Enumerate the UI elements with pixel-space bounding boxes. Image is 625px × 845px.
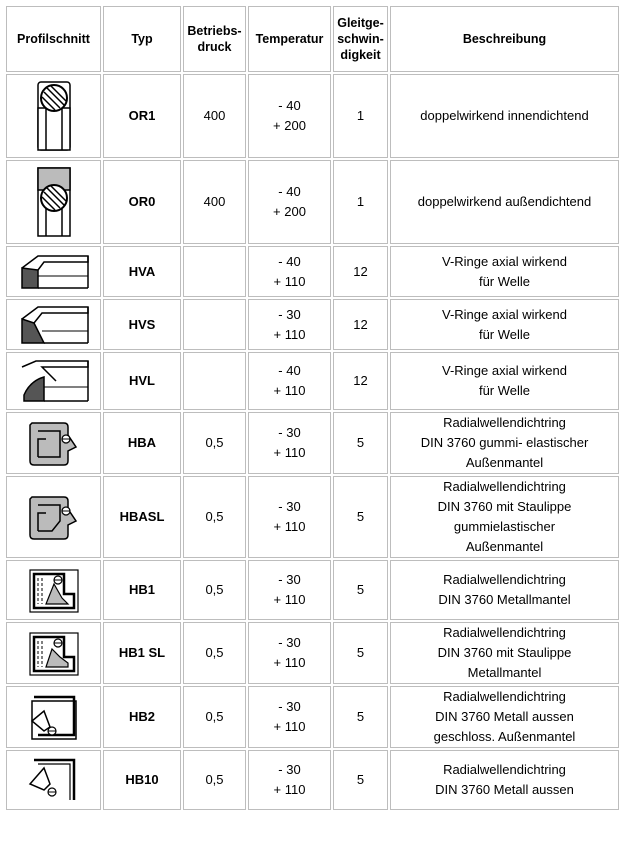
typ-value: HB1 bbox=[128, 582, 155, 597]
header-beschreibung: Beschreibung bbox=[390, 6, 619, 72]
profile-cell bbox=[6, 750, 101, 810]
beschreibung-line: V-Ringe axial wirkend bbox=[441, 253, 567, 269]
druck-cell bbox=[183, 622, 246, 684]
profile-cell bbox=[6, 74, 101, 158]
beschreibung-cell bbox=[390, 160, 619, 244]
beschreibung-cell bbox=[390, 686, 619, 748]
gleit-cell bbox=[333, 476, 388, 558]
beschreibung-line: Radialwellendichtring bbox=[443, 762, 566, 777]
beschreibung-cell bbox=[390, 74, 619, 158]
druck-value: 400 bbox=[203, 108, 226, 123]
typ-value: HVL bbox=[129, 373, 155, 388]
beschreibung-line: DIN 3760 gummi- elastischer bbox=[420, 435, 589, 450]
gleit-cell bbox=[333, 622, 388, 684]
druck-cell bbox=[183, 686, 246, 748]
beschreibung-line: Außenmantel bbox=[465, 455, 544, 470]
beschreibung-line: Radialwellendichtring bbox=[443, 479, 566, 494]
druck-cell bbox=[183, 560, 246, 620]
beschreibung-line: DIN 3760 mit Staulippe bbox=[437, 645, 572, 660]
druck-cell bbox=[183, 299, 246, 350]
temp-max-value: + 110 bbox=[273, 719, 306, 734]
druck-cell bbox=[183, 74, 246, 158]
gleit-cell bbox=[333, 299, 388, 350]
typ-cell bbox=[103, 352, 181, 410]
header-profil: Profilschnitt bbox=[6, 6, 101, 72]
radial-seal-hb1sl-profile-icon bbox=[7, 627, 100, 679]
gleit-value: 5 bbox=[356, 582, 365, 597]
gleit-value: 5 bbox=[356, 645, 365, 660]
gleit-value: 12 bbox=[353, 373, 368, 388]
header-row bbox=[6, 6, 619, 72]
table-row bbox=[6, 352, 619, 410]
temp-min-value: - 30 bbox=[278, 762, 301, 777]
typ-cell bbox=[103, 74, 181, 158]
beschreibung-cell bbox=[390, 622, 619, 684]
beschreibung-line: für Welle bbox=[478, 326, 531, 342]
table-row bbox=[6, 160, 619, 244]
gleit-value: 5 bbox=[356, 435, 365, 450]
typ-value: HVS bbox=[128, 316, 156, 332]
typ-cell bbox=[103, 476, 181, 558]
temperatur-cell bbox=[248, 74, 331, 158]
beschreibung-line: Radialwellendichtring bbox=[443, 689, 566, 704]
beschreibung-line: DIN 3760 mit Staulippe bbox=[437, 499, 572, 514]
beschreibung-line: Radialwellendichtring bbox=[443, 625, 566, 640]
druck-cell bbox=[183, 160, 246, 244]
typ-cell bbox=[103, 246, 181, 297]
o-ring-inner-profile-icon bbox=[7, 78, 100, 154]
gleit-cell bbox=[333, 74, 388, 158]
profile-cell bbox=[6, 160, 101, 244]
gleit-value: 5 bbox=[356, 509, 365, 524]
temperatur-cell bbox=[248, 560, 331, 620]
typ-value: HBASL bbox=[119, 509, 165, 524]
beschreibung-line: V-Ringe axial wirkend bbox=[441, 363, 567, 378]
temp-min-value: - 40 bbox=[278, 253, 301, 269]
v-ring-hva-profile-icon bbox=[7, 248, 100, 296]
beschreibung-line: Radialwellendichtring bbox=[443, 415, 566, 430]
beschreibung-line: Metallmantel bbox=[467, 665, 542, 680]
typ-cell bbox=[103, 750, 181, 810]
gleit-cell bbox=[333, 686, 388, 748]
druck-cell bbox=[183, 750, 246, 810]
typ-cell bbox=[103, 622, 181, 684]
gleit-value: 5 bbox=[356, 709, 365, 724]
table-row bbox=[6, 476, 619, 558]
druck-value: 0,5 bbox=[205, 435, 224, 450]
temperatur-cell bbox=[248, 622, 331, 684]
typ-value: HBA bbox=[127, 435, 157, 450]
beschreibung-cell bbox=[390, 352, 619, 410]
gleit-cell bbox=[333, 560, 388, 620]
table-row bbox=[6, 74, 619, 158]
temp-max-value: + 110 bbox=[273, 326, 306, 342]
radial-seal-hb1-profile-icon bbox=[7, 564, 100, 616]
beschreibung-line: geschloss. Außenmantel bbox=[433, 729, 576, 744]
temp-min-value: - 30 bbox=[278, 499, 301, 514]
table-row bbox=[6, 686, 619, 748]
druck-value: 0,5 bbox=[205, 509, 224, 524]
temperatur-cell bbox=[248, 412, 331, 474]
temp-min-value: - 30 bbox=[278, 306, 301, 322]
radial-seal-hba-profile-icon bbox=[7, 417, 100, 469]
typ-cell bbox=[103, 560, 181, 620]
temperatur-cell bbox=[248, 299, 331, 350]
beschreibung-line: V-Ringe axial wirkend bbox=[441, 306, 567, 322]
beschreibung-cell bbox=[390, 246, 619, 297]
beschreibung-line: für Welle bbox=[478, 273, 531, 289]
temperatur-cell bbox=[248, 352, 331, 410]
radial-seal-hb2-profile-icon bbox=[7, 691, 100, 743]
gleit-cell bbox=[333, 750, 388, 810]
typ-cell bbox=[103, 160, 181, 244]
table-row bbox=[6, 246, 619, 297]
gleit-value: 12 bbox=[353, 316, 368, 332]
beschreibung-line: DIN 3760 Metallmantel bbox=[438, 592, 571, 607]
druck-cell bbox=[183, 352, 246, 410]
beschreibung-line: doppelwirkend innendichtend bbox=[420, 108, 589, 123]
gleit-value: 12 bbox=[353, 263, 368, 279]
gleit-cell bbox=[333, 412, 388, 474]
table-row bbox=[6, 412, 619, 474]
temp-max-value: + 110 bbox=[273, 273, 306, 289]
profile-cell bbox=[6, 560, 101, 620]
druck-value: 400 bbox=[203, 194, 226, 209]
v-ring-hvs-profile-icon bbox=[7, 301, 100, 349]
gleit-cell bbox=[333, 246, 388, 297]
gleit-cell bbox=[333, 352, 388, 410]
gleit-value: 5 bbox=[356, 772, 365, 787]
temp-max-value: + 200 bbox=[273, 118, 306, 133]
table-body bbox=[6, 74, 619, 810]
beschreibung-cell bbox=[390, 476, 619, 558]
temperatur-cell bbox=[248, 246, 331, 297]
profile-cell bbox=[6, 352, 101, 410]
temp-max-value: + 110 bbox=[273, 383, 306, 398]
beschreibung-cell bbox=[390, 560, 619, 620]
temp-max-value: + 200 bbox=[273, 204, 306, 219]
druck-value: 0,5 bbox=[205, 645, 224, 660]
gleit-value: 1 bbox=[356, 194, 365, 209]
beschreibung-line: DIN 3760 Metall aussen bbox=[435, 782, 574, 797]
temperatur-cell bbox=[248, 750, 331, 810]
temperatur-cell bbox=[248, 686, 331, 748]
typ-cell bbox=[103, 686, 181, 748]
temp-min-value: - 40 bbox=[278, 98, 301, 113]
radial-seal-hbasl-profile-icon bbox=[7, 491, 100, 543]
beschreibung-line: DIN 3760 Metall aussen bbox=[435, 709, 574, 724]
temp-min-value: - 40 bbox=[278, 363, 301, 378]
temp-max-value: + 110 bbox=[273, 445, 306, 460]
temperatur-cell bbox=[248, 476, 331, 558]
header-temperatur: Temperatur bbox=[248, 6, 331, 72]
druck-cell bbox=[183, 246, 246, 297]
typ-cell bbox=[103, 299, 181, 350]
profile-cell bbox=[6, 686, 101, 748]
druck-value: 0,5 bbox=[205, 772, 224, 787]
beschreibung-line: doppelwirkend außendichtend bbox=[417, 194, 592, 209]
temp-max-value: + 110 bbox=[273, 655, 306, 670]
table-row bbox=[6, 750, 619, 810]
temp-min-value: - 30 bbox=[278, 635, 301, 650]
temp-min-value: - 30 bbox=[278, 699, 301, 714]
temp-min-value: - 30 bbox=[278, 425, 301, 440]
beschreibung-line: Radialwellendichtring bbox=[443, 572, 566, 587]
profile-cell bbox=[6, 299, 101, 350]
profile-cell bbox=[6, 622, 101, 684]
typ-value: OR0 bbox=[128, 194, 156, 209]
beschreibung-cell bbox=[390, 299, 619, 350]
header-gleitgeschwindigkeit: Gleitge- schwin- digkeit bbox=[333, 6, 388, 72]
profile-cell bbox=[6, 412, 101, 474]
temp-min-value: - 30 bbox=[278, 572, 301, 587]
temp-max-value: + 110 bbox=[273, 519, 306, 534]
o-ring-outer-profile-icon bbox=[7, 164, 100, 240]
beschreibung-line: gummielastischer bbox=[453, 519, 556, 534]
temp-max-value: + 110 bbox=[273, 782, 306, 797]
beschreibung-cell bbox=[390, 750, 619, 810]
gleit-value: 1 bbox=[356, 108, 365, 123]
seal-types-table bbox=[4, 4, 621, 812]
druck-cell bbox=[183, 412, 246, 474]
typ-value: OR1 bbox=[128, 108, 156, 123]
gleit-cell bbox=[333, 160, 388, 244]
beschreibung-line: Außenmantel bbox=[465, 539, 544, 554]
typ-value: HB10 bbox=[125, 772, 159, 787]
table-row bbox=[6, 560, 619, 620]
druck-value: 0,5 bbox=[205, 582, 224, 597]
v-ring-hvl-profile-icon bbox=[7, 355, 100, 407]
typ-value: HB1 SL bbox=[118, 645, 166, 660]
beschreibung-line: für Welle bbox=[478, 383, 531, 398]
header-typ: Typ bbox=[103, 6, 181, 72]
header-druck: Betriebs- druck bbox=[183, 6, 246, 72]
druck-value: 0,5 bbox=[205, 709, 224, 724]
table-row bbox=[6, 622, 619, 684]
beschreibung-cell bbox=[390, 412, 619, 474]
temp-min-value: - 40 bbox=[278, 184, 301, 199]
table-row bbox=[6, 299, 619, 350]
druck-cell bbox=[183, 476, 246, 558]
temperatur-cell bbox=[248, 160, 331, 244]
typ-cell bbox=[103, 412, 181, 474]
typ-value: HB2 bbox=[128, 709, 155, 724]
temp-max-value: + 110 bbox=[273, 592, 306, 607]
typ-value: HVA bbox=[128, 263, 156, 279]
profile-cell bbox=[6, 246, 101, 297]
profile-cell bbox=[6, 476, 101, 558]
radial-seal-hb10-profile-icon bbox=[7, 754, 100, 806]
